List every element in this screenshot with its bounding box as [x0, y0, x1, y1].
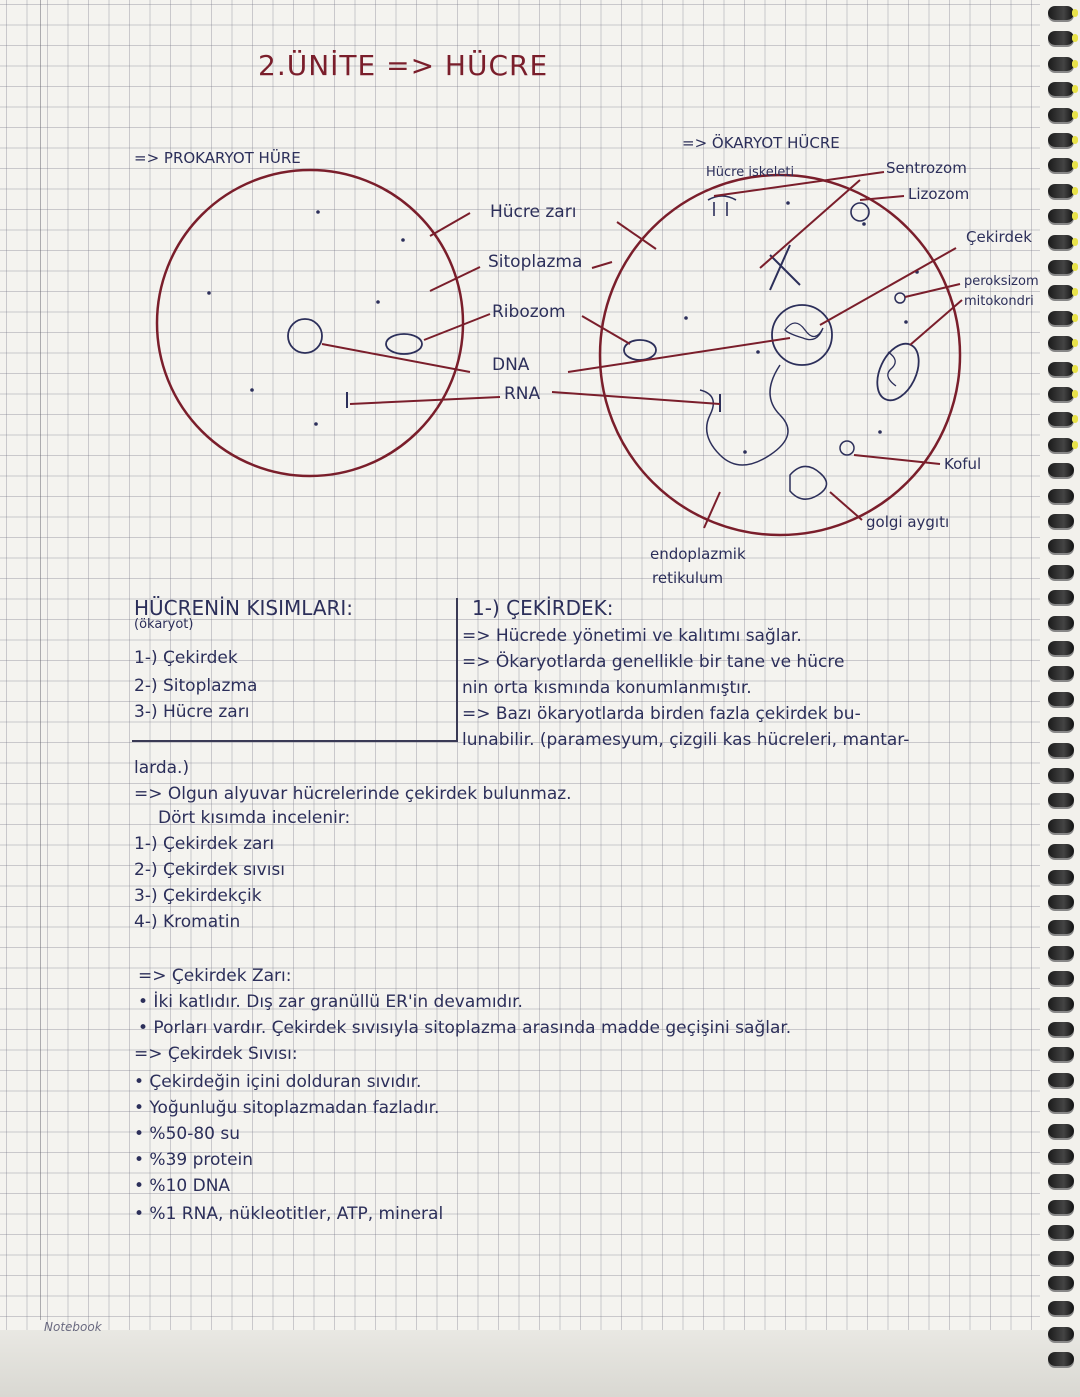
spiral-ring	[1048, 997, 1074, 1011]
spiral-ring	[1048, 235, 1074, 249]
spiral-ring	[1048, 412, 1074, 426]
label-cell-membrane: Hücre zarı	[490, 202, 577, 222]
spiral-ring	[1048, 717, 1074, 731]
prokaryote-cell-outline	[157, 170, 463, 476]
label-nucleus: Çekirdek	[966, 228, 1032, 246]
spiral-ring	[1048, 641, 1074, 655]
label-golgi: golgi aygıtı	[866, 513, 950, 531]
label-cytoskeleton: Hücre iskeleti	[706, 165, 795, 180]
spiral-ring	[1048, 768, 1074, 782]
nucleus-part-3: 3-) Çekirdekçik	[134, 886, 262, 906]
vacuole-icon	[840, 441, 854, 455]
nucleus-line-4: => Bazı ökaryotlarda birden fazla çekirdek bu-	[462, 704, 861, 724]
membrane-bullet-2: • Porları vardır. Çekirdek sıvısıyla sitoplazma arasında madde geçişini sağlar.	[138, 1018, 792, 1038]
spiral-ring	[1048, 1352, 1074, 1366]
nucleus-outline	[772, 305, 832, 365]
spiral-ring	[1048, 1022, 1074, 1036]
page-bottom-edge	[0, 1330, 1080, 1397]
spiral-binding	[1040, 0, 1080, 1397]
spiral-ring	[1048, 539, 1074, 553]
label-peroxisome: peroksizom	[964, 274, 1039, 289]
spiral-ring	[1048, 57, 1074, 71]
nucleus-part-1: 1-) Çekirdek zarı	[134, 834, 275, 854]
prokaryote-dots	[207, 210, 405, 426]
spiral-ring	[1048, 616, 1074, 630]
spiral-ring	[1048, 6, 1074, 20]
peroxisome-icon	[895, 293, 905, 303]
spiral-ring	[1048, 489, 1074, 503]
spiral-ring	[1048, 1098, 1074, 1112]
spiral-ring	[1048, 184, 1074, 198]
spiral-ring	[1048, 743, 1074, 757]
prokaryote-arrows	[322, 213, 500, 404]
spiral-ring	[1048, 692, 1074, 706]
nucleus-line-1: => Hücrede yönetimi ve kalıtımı sağlar.	[462, 626, 802, 646]
spiral-ring	[1048, 1301, 1074, 1315]
spiral-ring	[1048, 844, 1074, 858]
spiral-ring	[1048, 565, 1074, 579]
parts-item-nucleus: 1-) Çekirdek	[134, 648, 238, 668]
spiral-ring	[1048, 514, 1074, 528]
spiral-ring	[1048, 311, 1074, 325]
fluid-heading: => Çekirdek Sıvısı:	[134, 1044, 298, 1064]
spiral-ring	[1048, 1225, 1074, 1239]
centriole-icon	[770, 245, 800, 290]
table-divider-vertical	[456, 598, 458, 742]
fluid-bullet-5: • %10 DNA	[134, 1176, 231, 1196]
membrane-heading: => Çekirdek Zarı:	[138, 966, 292, 986]
fluid-bullet-6: • %1 RNA, nükleotitler, ATP, mineral	[134, 1204, 444, 1224]
prokaryote-heading: => PROKARYOT HÜRE	[134, 149, 301, 167]
nucleus-line-5: lunabilir. (paramesyum, çizgili kas hücreleri, mantar-	[462, 730, 910, 750]
notebook-watermark: Notebook	[44, 1320, 102, 1334]
nucleus-line-2: => Ökaryotlarda genellikle bir tane ve hücre	[462, 652, 845, 672]
mitochondria-cristae	[888, 352, 896, 386]
spiral-ring	[1048, 793, 1074, 807]
spiral-ring	[1048, 387, 1074, 401]
spiral-ring	[1048, 209, 1074, 223]
label-cytoplasm: Sitoplazma	[488, 252, 583, 272]
spiral-ring	[1048, 946, 1074, 960]
spiral-ring	[1048, 260, 1074, 274]
fluid-bullet-3: • %50-80 su	[134, 1124, 241, 1144]
spiral-ring	[1048, 133, 1074, 147]
spiral-ring	[1048, 1073, 1074, 1087]
spiral-ring	[1048, 463, 1074, 477]
parts-item-membrane: 3-) Hücre zarı	[134, 702, 250, 722]
spiral-ring	[1048, 1276, 1074, 1290]
nucleus-line-6: larda.)	[134, 758, 190, 778]
fluid-bullet-1: • Çekirdeğin içini dolduran sıvıdır.	[134, 1072, 422, 1092]
table-divider-horizontal	[132, 740, 458, 742]
spiral-ring	[1048, 82, 1074, 96]
nucleus-line-7: => Olgun alyuvar hücrelerinde çekirdek bulunmaz.	[134, 784, 572, 804]
spiral-ring	[1048, 920, 1074, 934]
spiral-ring	[1048, 438, 1074, 452]
nucleus-heading: 1-) ÇEKİRDEK:	[472, 596, 614, 620]
spiral-ring	[1048, 895, 1074, 909]
membrane-bullet-1: • İki katlıdır. Dış zar granüllü ER'in devamıdır.	[138, 992, 523, 1012]
cytoskeleton-mark	[708, 196, 736, 216]
label-mitochondria: mitokondri	[964, 294, 1034, 309]
label-vacuole: Koful	[944, 455, 982, 473]
label-dna: DNA	[492, 355, 530, 375]
spiral-ring	[1048, 1251, 1074, 1265]
endoplasmic-reticulum-icon	[700, 365, 788, 465]
spiral-ring	[1048, 971, 1074, 985]
label-ribosome: Ribozom	[492, 302, 566, 322]
spiral-ring	[1048, 590, 1074, 604]
prokaryote-ribosome-icon	[386, 334, 422, 354]
eukaryote-heading: => ÖKARYOT HÜCRE	[682, 134, 840, 152]
label-er-line1: endoplazmik	[650, 545, 746, 563]
spiral-ring	[1048, 31, 1074, 45]
spiral-ring	[1048, 870, 1074, 884]
spiral-ring	[1048, 1047, 1074, 1061]
eukaryote-left-arrows	[552, 222, 790, 404]
spiral-ring	[1048, 1124, 1074, 1138]
spiral-ring	[1048, 819, 1074, 833]
spiral-ring	[1048, 285, 1074, 299]
parts-item-cytoplasm: 2-) Sitoplazma	[134, 676, 258, 696]
fluid-bullet-4: • %39 protein	[134, 1150, 254, 1170]
fluid-bullet-2: • Yoğunluğu sitoplazmadan fazladır.	[134, 1098, 440, 1118]
spiral-ring	[1048, 1149, 1074, 1163]
spiral-ring	[1048, 108, 1074, 122]
centrosome-icon	[851, 203, 869, 221]
nucleus-line-8: Dört kısımda incelenir:	[158, 808, 351, 828]
nucleus-line-3: nin orta kısmında konumlanmıştır.	[462, 678, 752, 698]
label-rna: RNA	[504, 384, 541, 404]
page-title: 2.ÜNİTE => HÜCRE	[258, 49, 549, 82]
nucleus-part-4: 4-) Kromatin	[134, 912, 241, 932]
spiral-ring	[1048, 362, 1074, 376]
golgi-icon	[790, 466, 827, 499]
spiral-ring	[1048, 158, 1074, 172]
spiral-ring	[1048, 1200, 1074, 1214]
eukaryote-dots	[684, 201, 919, 454]
label-centrosome: Sentrozom	[886, 159, 967, 177]
spiral-ring	[1048, 336, 1074, 350]
nucleus-part-2: 2-) Çekirdek sıvısı	[134, 860, 286, 880]
parts-subheading: (ökaryot)	[134, 617, 194, 632]
mitochondria-icon	[869, 337, 927, 407]
prokaryote-dna-icon	[288, 319, 322, 353]
label-lysosome: Lizozom	[908, 185, 970, 203]
label-er-line2: retikulum	[652, 569, 724, 587]
spiral-ring	[1048, 1174, 1074, 1188]
spiral-ring	[1048, 1327, 1074, 1341]
cell-diagram	[0, 0, 1040, 600]
spiral-ring	[1048, 666, 1074, 680]
eukaryote-right-arrows	[704, 172, 962, 528]
nucleolus-scribble	[785, 323, 823, 340]
parts-heading: HÜCRENİN KISIMLARI:	[134, 596, 354, 620]
